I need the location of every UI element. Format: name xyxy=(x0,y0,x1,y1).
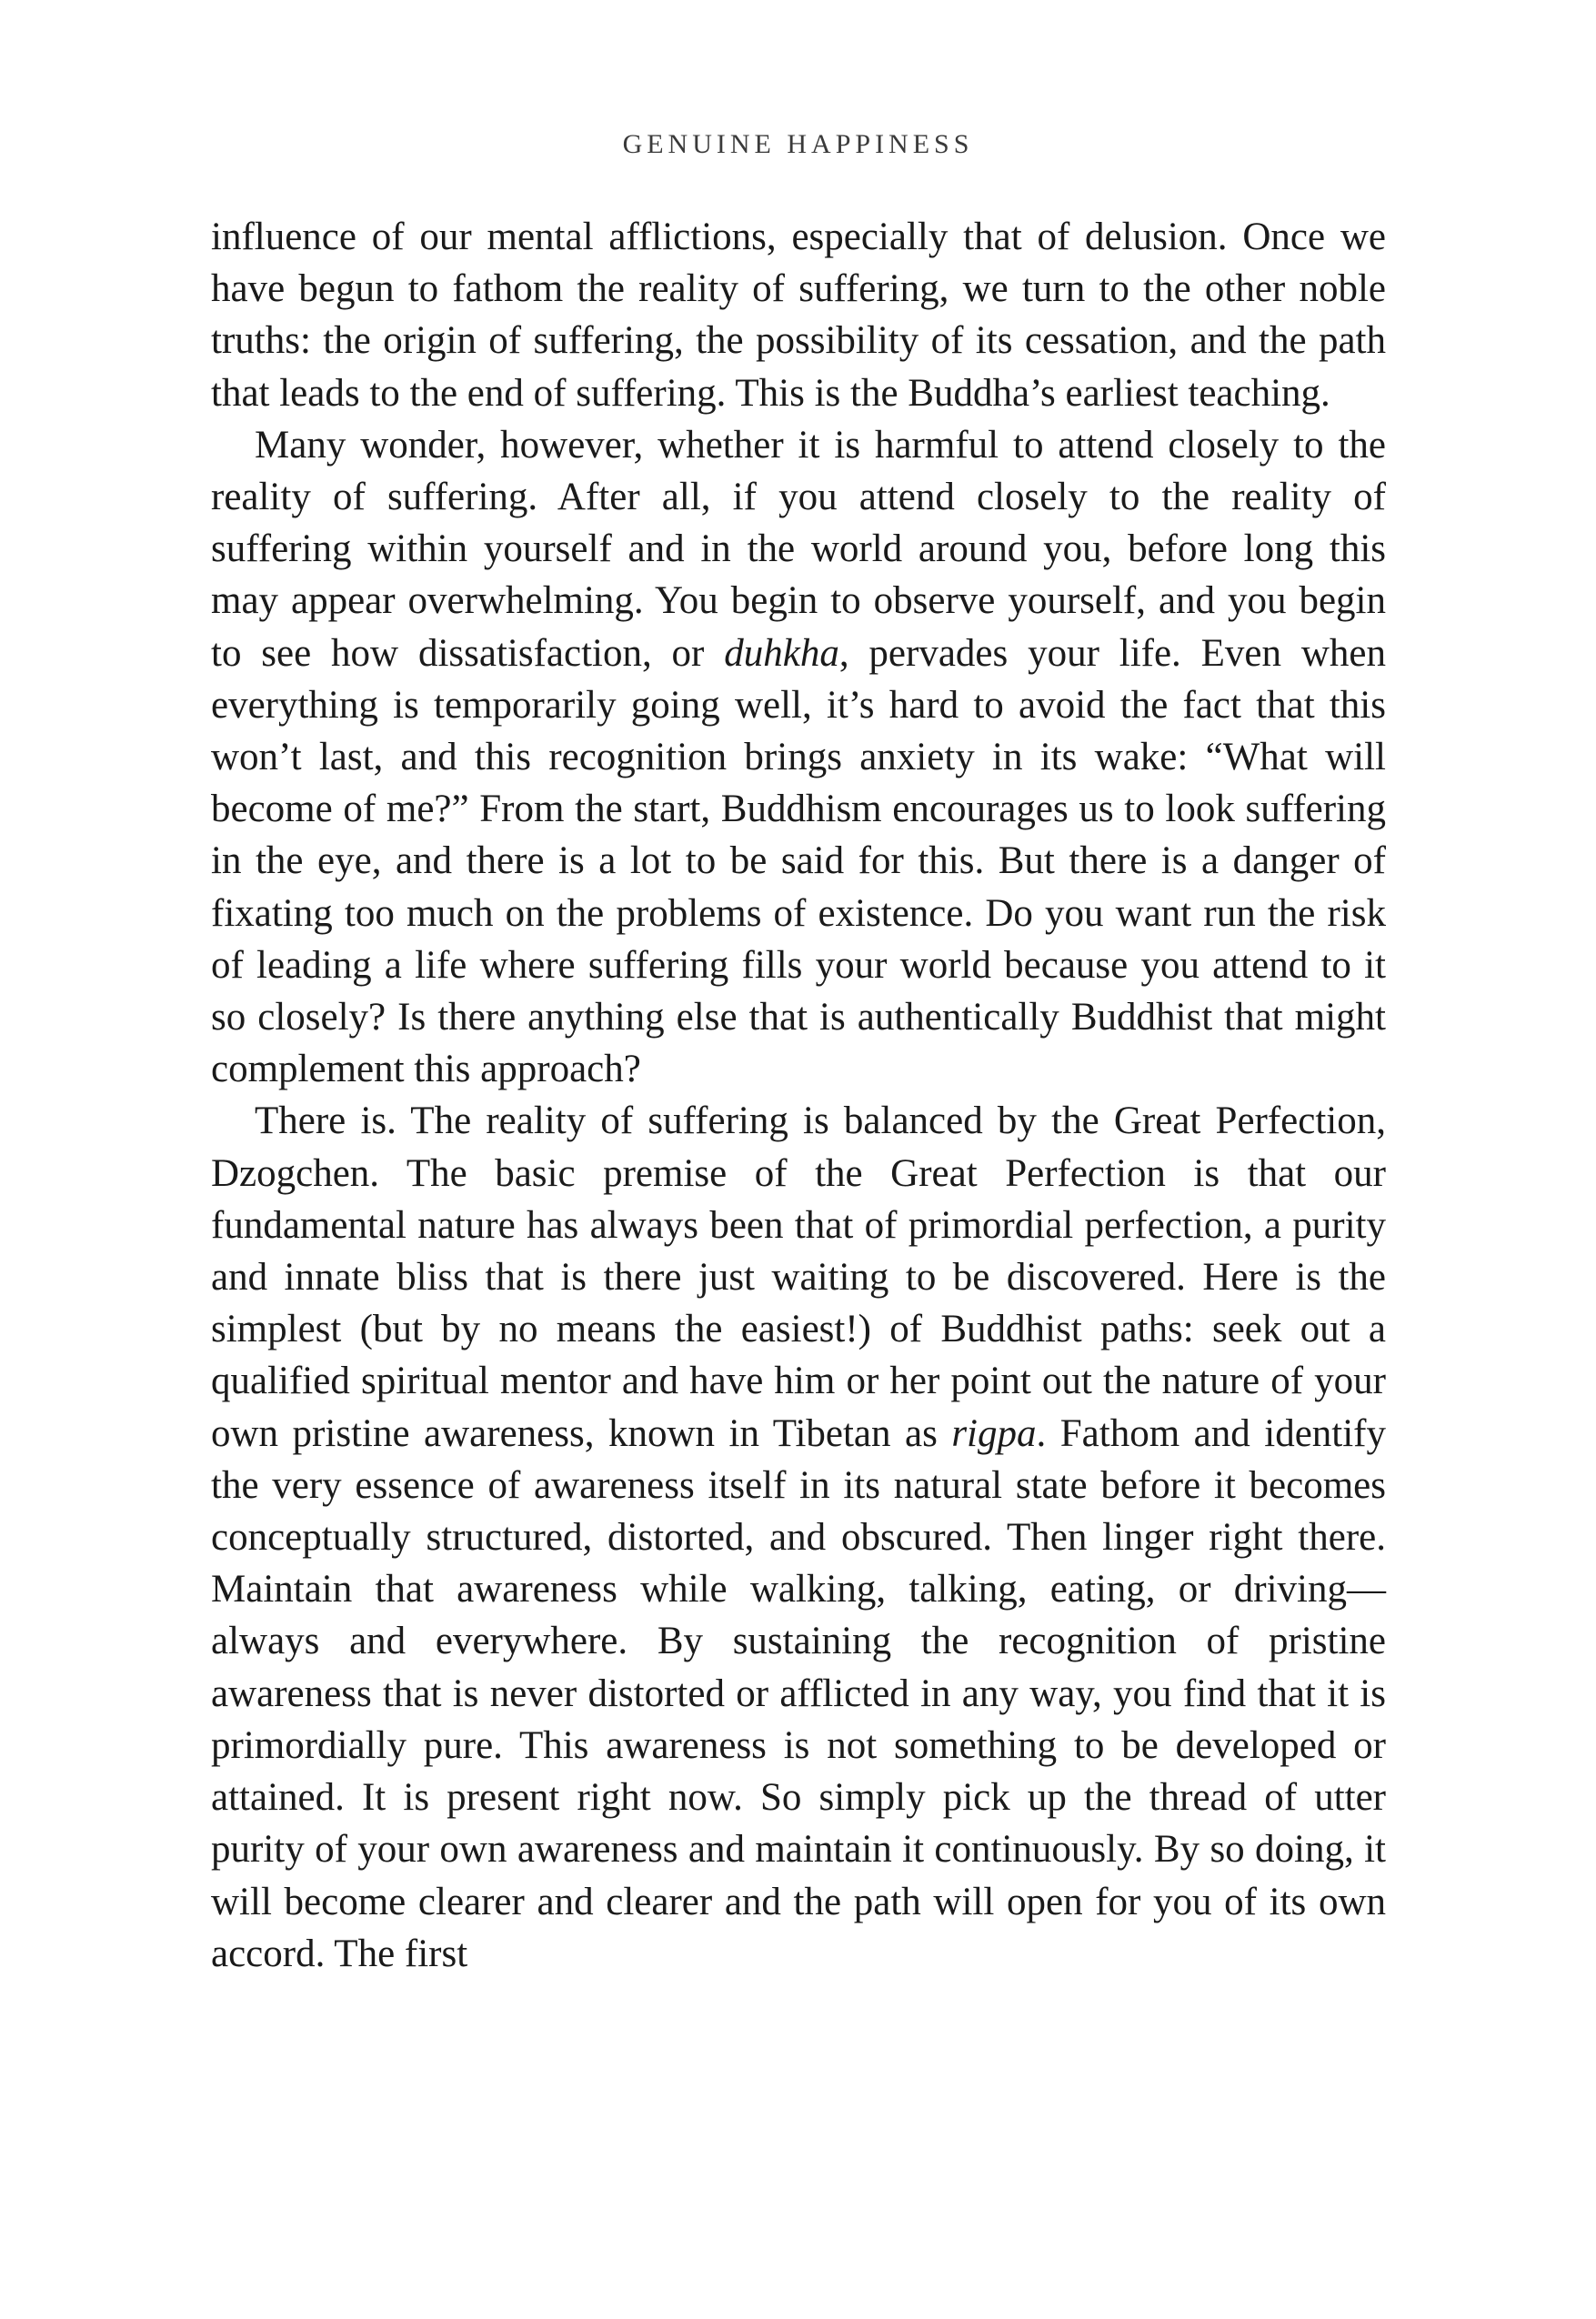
paragraph-text: . Fathom and identify the very essence of awareness itself in its natural state before it becomes conceptually structured, distorted, and obscured. Then linger right there. Maintain that awareness while walking, talking, eating, or driving—always and everywhere. By sustaining the recognition of pristine awareness that is never distorted or afflicted in any way, you find that it is primordially pure. This awareness is not something to be developed or attained. It is present right now. So simply pick up the thread of utter purity of your own awareness and maintain it continuously. By so doing, it will become clearer and clearer and the path will open for you of its own accord. The first xyxy=(211,1411,1386,1975)
paragraph xyxy=(211,211,1386,419)
paragraph xyxy=(211,1095,1386,1979)
running-head: GENUINE HAPPINESS xyxy=(622,129,974,159)
italic-term-duhkha: duhkha xyxy=(724,631,839,675)
paragraph-text: Many wonder, however, whether it is harmful to attend closely to the reality of suffering. After all, if you attend closely to the reality of suffering within yourself and in the world around you, before long this may appear overwhelming. You begin to observe yourself, and you begin to see how dissatisfaction, or xyxy=(211,423,1386,675)
body-text xyxy=(211,211,1386,1980)
paragraph-text: There is. The reality of suffering is balanced by the Great Perfection, Dzogchen. The basic premise of the Great Perfection is that our fundamental nature has always been that of primordial perfection, a purity and innate bliss that is there just waiting to be discovered. Here is the simplest (but by no means the easiest!) of Buddhist paths: seek out a qualified spiritual mentor and have him or her point out the nature of your own pristine awareness, known in Tibetan as xyxy=(211,1099,1386,1455)
paragraph xyxy=(211,419,1386,1096)
italic-term-rigpa: rigpa xyxy=(951,1411,1037,1455)
paragraph-text: , pervades your life. Even when everything is temporarily going well, it’s hard to avoid the fact that this won’t last, and this recognition brings anxiety in its wake: “What will become of me?” From the start, Buddhism encourages us to look suffering in the eye, and there is a lot to be said for this. But there is a danger of fixating too much on the problems of existence. Do you want run the risk of leading a life where suffering fills your world because you attend to it so closely? Is there anything else that is authentically Buddhist that might complement this approach? xyxy=(211,631,1386,1091)
paragraph-text: influence of our mental afflictions, especially that of delusion. Once we have begun to fathom the reality of suffering, we turn to the other noble truths: the origin of suffering, the possibility of its cessation, and the path that leads to the end of suffering. This is the Buddha’s earliest teaching. xyxy=(211,216,1386,415)
